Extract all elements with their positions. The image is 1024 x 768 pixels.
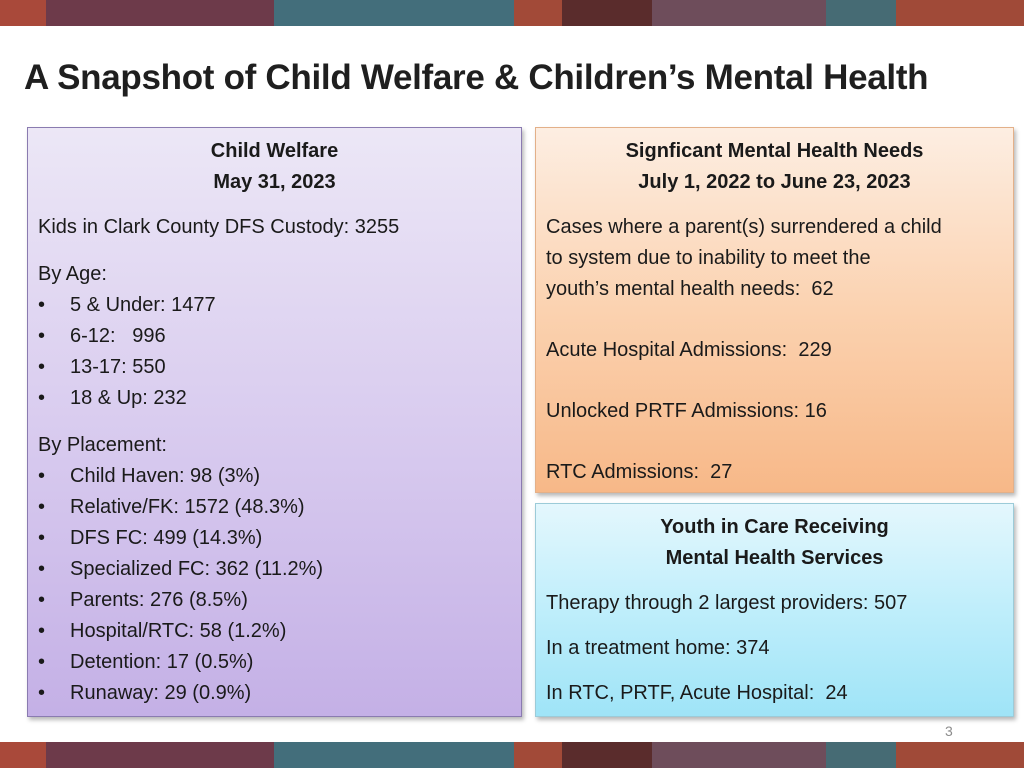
stripe-segment — [652, 0, 826, 26]
list-item: • Specialized FC: 362 (11.2%) — [38, 554, 511, 585]
stripe-segment — [826, 742, 896, 768]
stripe-segment — [0, 742, 46, 768]
list-item: • Relative/FK: 1572 (48.3%) — [38, 492, 511, 523]
stripe-segment — [46, 0, 274, 26]
child-welfare-box — [27, 127, 522, 717]
bullet-icon: • — [38, 356, 46, 378]
stripe-segment — [274, 742, 514, 768]
mental-health-needs-box — [535, 127, 1014, 493]
stripe-segment — [514, 742, 562, 768]
stripe-segment — [0, 0, 46, 26]
therapy-count: Therapy through 2 largest providers: 507 — [546, 592, 908, 614]
stripe-segment — [46, 742, 274, 768]
bullet-icon: • — [38, 465, 46, 487]
bullet-icon: • — [38, 682, 46, 704]
stripe-segment — [652, 742, 826, 768]
acute-admissions: Acute Hospital Admissions: 229 — [546, 339, 832, 361]
by-age-label: By Age: — [38, 263, 107, 285]
bullet-icon: • — [38, 294, 46, 316]
custody-total: Kids in Clark County DFS Custody: 3255 — [38, 216, 400, 238]
bullet-icon: • — [38, 325, 46, 347]
by-placement-label: By Placement: — [38, 434, 167, 456]
child-welfare-heading-date: May 31, 2023 — [213, 171, 336, 193]
list-item: • Runaway: 29 (0.9%) — [38, 678, 511, 709]
surrender-cases: Cases where a parent(s) surrendered a child to system due to inability to meet the youth’s mental health needs: 62 — [546, 216, 942, 300]
slide-title: A Snapshot of Child Welfare & Children’s Mental Health — [24, 58, 929, 97]
rtc-admissions: RTC Admissions: 27 — [546, 461, 733, 483]
stripe-segment — [896, 0, 1024, 26]
bullet-icon: • — [38, 620, 46, 642]
stripe-segment — [562, 742, 652, 768]
youth-care-heading — [546, 512, 1003, 574]
bottom-decorative-stripe — [0, 742, 1024, 768]
list-item: • 13-17: 550 — [38, 352, 511, 383]
list-item: • 6-12: 996 — [38, 321, 511, 352]
list-item: • Detention: 17 (0.5%) — [38, 647, 511, 678]
bullet-icon: • — [38, 558, 46, 580]
stripe-segment — [274, 0, 514, 26]
stripe-segment — [562, 0, 652, 26]
top-decorative-stripe — [0, 0, 1024, 26]
stripe-segment — [826, 0, 896, 26]
rtc-prtf-count: In RTC, PRTF, Acute Hospital: 24 — [546, 682, 848, 704]
list-item: • Child Haven: 98 (3%) — [38, 461, 511, 492]
by-age-list — [38, 290, 511, 414]
mental-health-heading-title: Signficant Mental Health Needs — [625, 140, 924, 162]
child-welfare-heading-title: Child Welfare — [210, 140, 339, 162]
mental-health-heading-date: July 1, 2022 to June 23, 2023 — [638, 171, 911, 193]
list-item: • Parents: 276 (8.5%) — [38, 585, 511, 616]
treatment-home-count: In a treatment home: 374 — [546, 637, 770, 659]
by-placement-list — [38, 461, 511, 709]
page-number: 3 — [945, 723, 953, 739]
prtf-admissions: Unlocked PRTF Admissions: 16 — [546, 400, 827, 422]
youth-in-care-box — [535, 503, 1014, 717]
bullet-icon: • — [38, 651, 46, 673]
list-item: • Hospital/RTC: 58 (1.2%) — [38, 616, 511, 647]
stripe-segment — [896, 742, 1024, 768]
stripe-segment — [514, 0, 562, 26]
bullet-icon: • — [38, 387, 46, 409]
youth-care-heading-line-1: Youth in Care Receiving — [660, 516, 889, 538]
bullet-icon: • — [38, 589, 46, 611]
youth-care-heading-line-2: Mental Health Services — [665, 547, 884, 569]
bullet-icon: • — [38, 527, 46, 549]
list-item: • DFS FC: 499 (14.3%) — [38, 523, 511, 554]
bullet-icon: • — [38, 496, 46, 518]
child-welfare-heading — [38, 136, 511, 198]
list-item: • 5 & Under: 1477 — [38, 290, 511, 321]
list-item: • 18 & Up: 232 — [38, 383, 511, 414]
mental-health-heading — [546, 136, 1003, 198]
